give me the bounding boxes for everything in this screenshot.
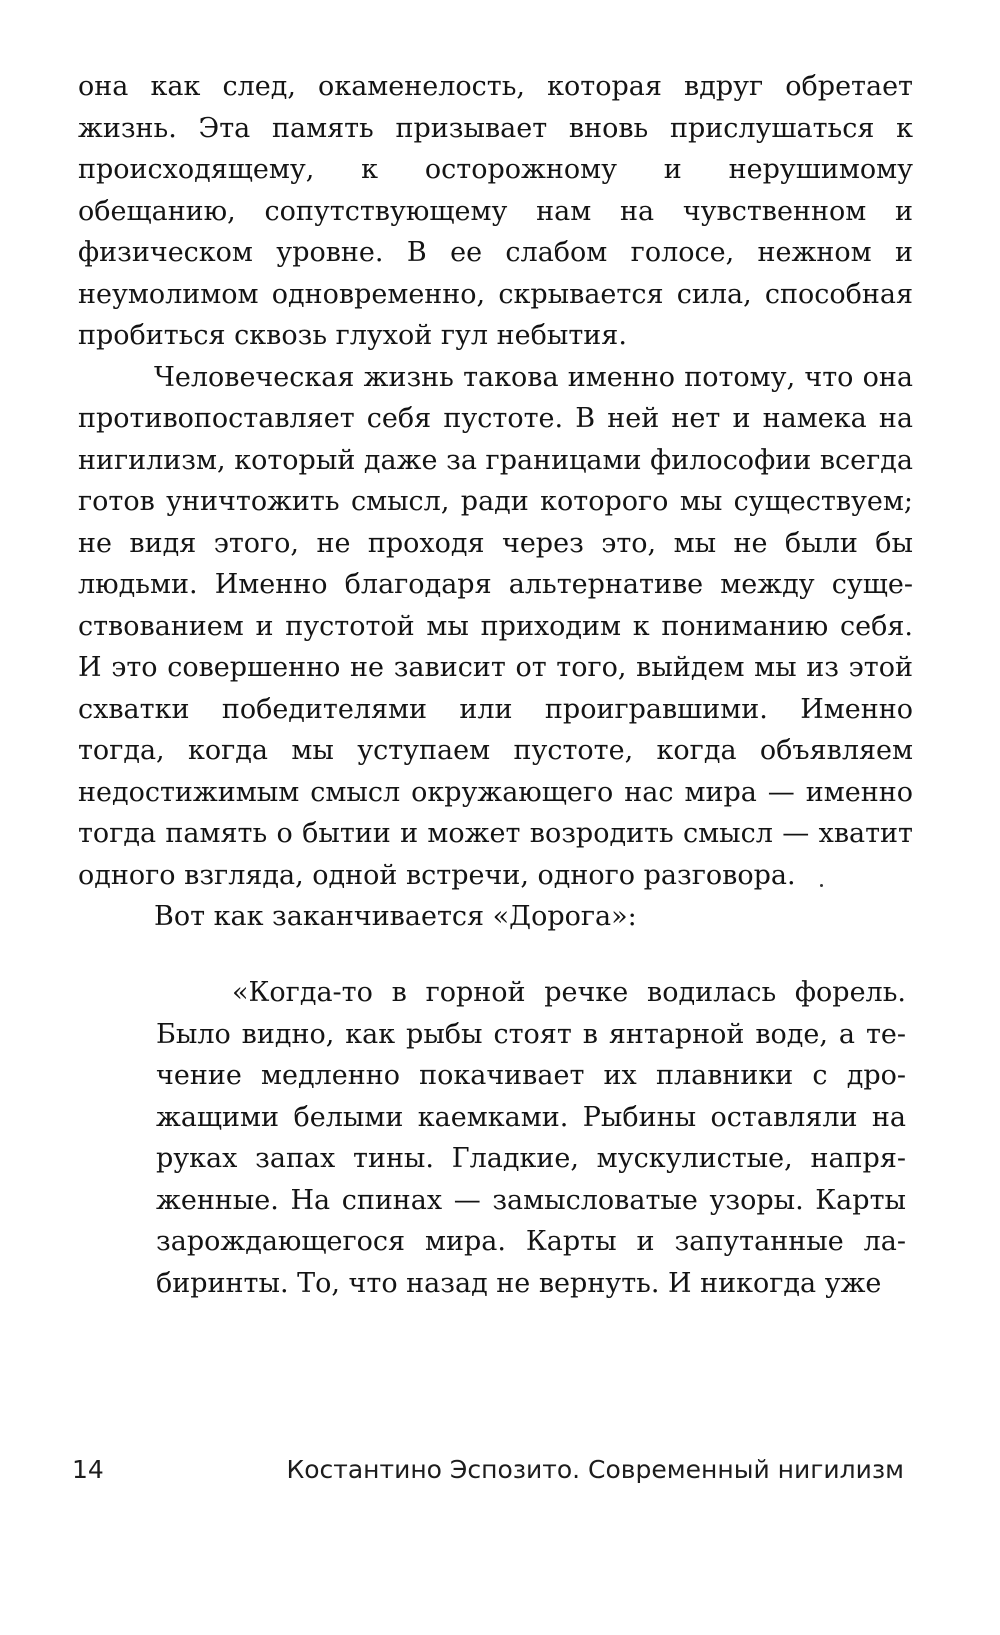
paragraph-continuation: она как след, окаменелость, которая вдруг обретает жизнь. Эта память призывает вновь прислушаться к происходящему, к осторожному и нерушимому обещанию, сопутствующему нам на чувственном и физическом уровне. В ее слабом голосе, нежном и неумолимом одновременно, скрывается сила, способная пробиться сквозь глухой гул небытия.: [78, 71, 913, 351]
print-speck: [820, 884, 823, 887]
page-footer: [72, 1455, 904, 1495]
running-title: Костантино Эспозито. Современный нигилизм: [286, 1455, 904, 1484]
block-quote: «Когда-то в горной речке водилась форель. Было видно, как рыбы стоят в янтарной воде, а течение медленно покачивает их плавники с дрожащими белыми каемками. Рыбины оставляли на руках запах тины. Гладкие, мускулистые, напряженные. На спинах — замысловатые узоры. Карты зарождающегося мира. Карты и запутанные лабиринты. То, что назад не вернуть. И никогда уже: [156, 977, 906, 1299]
page-number: 14: [72, 1455, 104, 1484]
paragraph-human-life: Человеческая жизнь такова именно потому, что она противопоставляет себя пустоте. В ней нет и намека на нигилизм, который даже за границами философии всегда готов уничтожить смысл, ради которого мы существуем; не видя этого, не проходя через это, мы не были бы людьми. Именно благодаря альтернативе между существованием и пустотой мы приходим к пониманию себя. И это совершенно не зависит от того, выйдем мы из этой схватки победителями или проигравшими. Именно тогда, когда мы уступаем пустоте, когда объявляем недостижимым смысл окружающего нас мира — именно тогда память о бытии и может возродить смысл — хватит одного взгляда, одной встречи, одного разговора.: [78, 361, 913, 891]
main-text: [78, 66, 913, 938]
paragraph-quote-intro: Вот как заканчивается «Дорога»:: [154, 901, 637, 932]
